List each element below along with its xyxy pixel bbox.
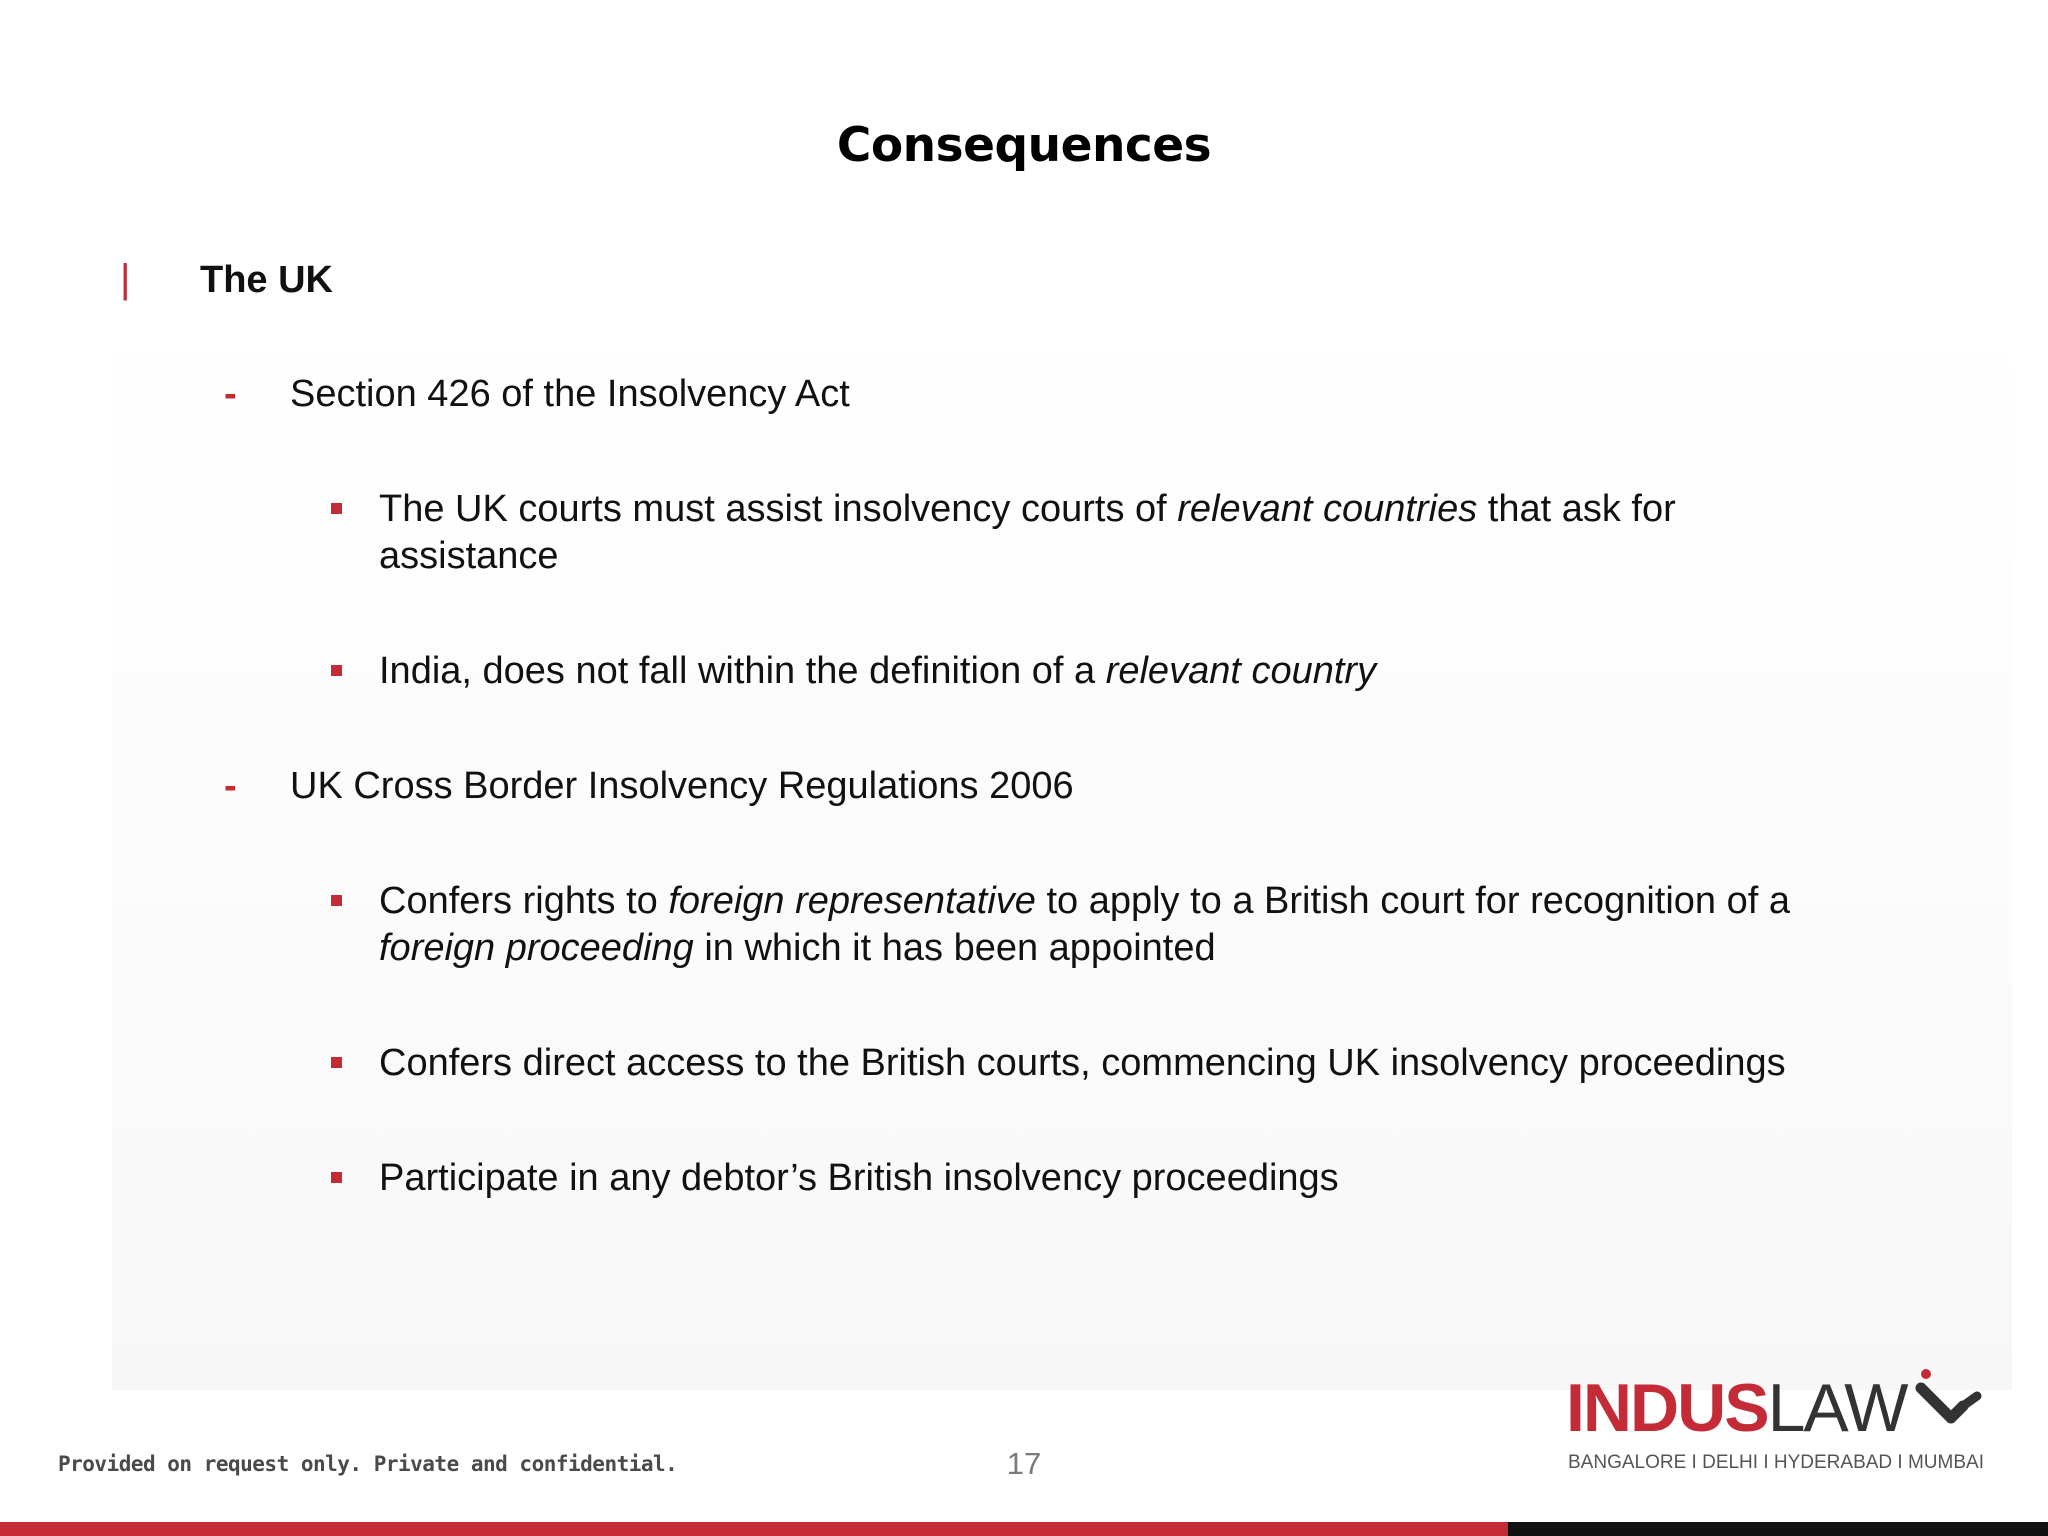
list-item-cross-border: UK Cross Border Insolvency Regulations 2006 — [290, 765, 1074, 807]
square-bullet-icon — [331, 665, 342, 676]
slide-title: Consequences — [836, 118, 1212, 173]
logo-cities: BANGALORE I DELHI I HYDERABAD I MUMBAI — [1568, 1452, 1984, 1473]
list-item-section-426: Section 426 of the Insolvency Act — [290, 373, 850, 415]
dash-bullet: - — [224, 765, 237, 807]
dash-bullet: - — [224, 373, 237, 415]
footer-bar-black — [1508, 1522, 2048, 1536]
bullet-text-line: Confers rights to foreign representative to apply to a British court for recognition of a — [379, 880, 1790, 922]
bullet-text-line: assistance — [379, 535, 559, 577]
square-bullet-icon — [331, 895, 342, 906]
bullet-text-line: Confers direct access to the British courts, commencing UK insolvency proceedings — [379, 1042, 1786, 1084]
section-marker: | — [120, 257, 131, 301]
section-heading: The UK — [200, 259, 333, 301]
footer-bar-red — [0, 1522, 1508, 1536]
square-bullet-icon — [331, 503, 342, 514]
bullet-text-line: The UK courts must assist insolvency courts of relevant countries that ask for — [379, 488, 1676, 530]
induslaw-mark-icon — [1911, 1366, 1991, 1436]
content-panel — [112, 300, 2012, 1390]
square-bullet-icon — [331, 1172, 342, 1183]
confidentiality-note: Provided on request only. Private and confidential. — [58, 1452, 678, 1476]
bullet-text-line: foreign proceeding in which it has been appointed — [379, 927, 1216, 969]
bullet-text-line: Participate in any debtor’s British insolvency proceedings — [379, 1157, 1339, 1199]
page-number: 17 — [1006, 1446, 1042, 1481]
square-bullet-icon — [331, 1057, 342, 1068]
induslaw-logo — [1566, 1360, 1996, 1480]
bullet-text-line: India, does not fall within the definition of a relevant country — [379, 650, 1377, 692]
logo-wordmark: INDUSLAW — [1566, 1370, 1907, 1446]
